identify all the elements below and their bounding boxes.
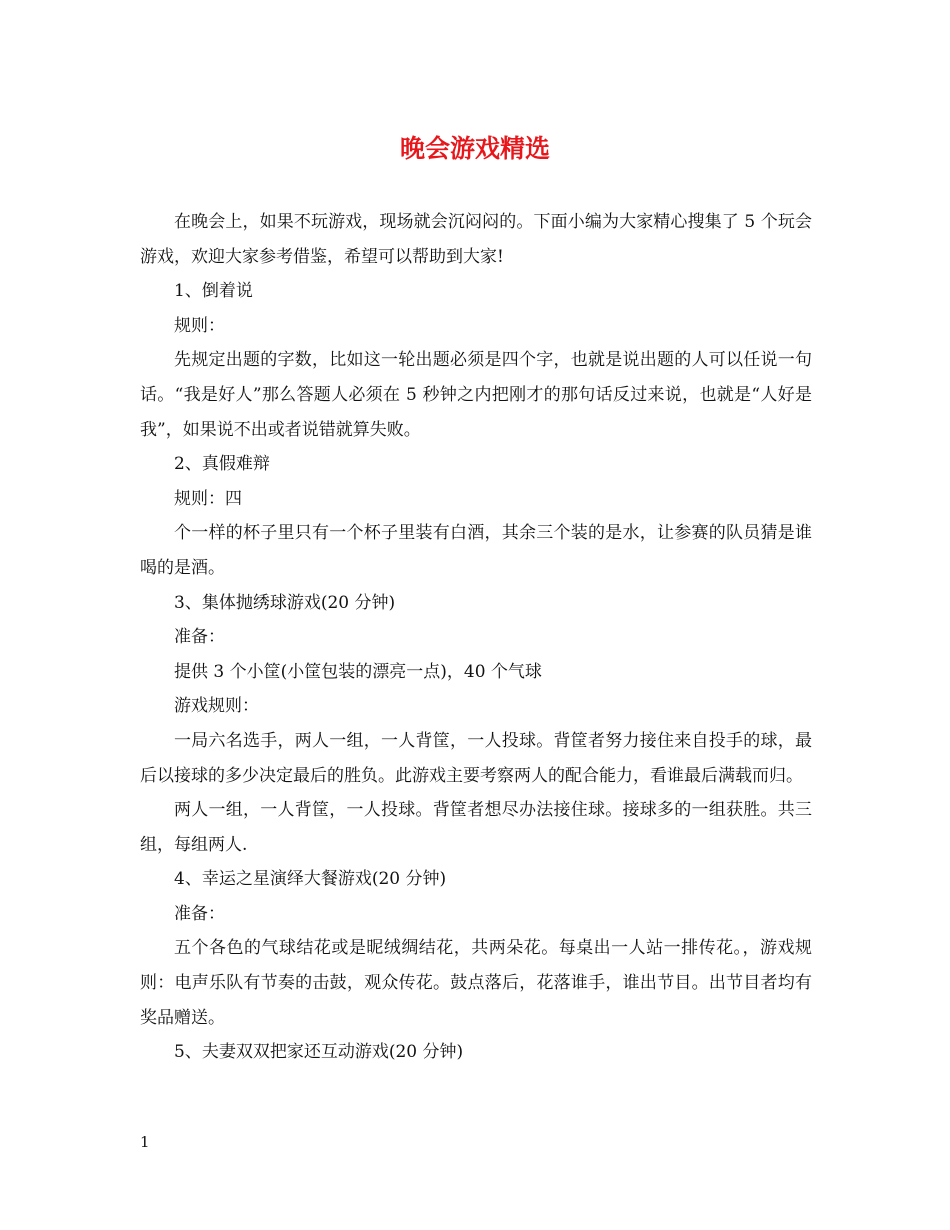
label-preparation: 准备： — [174, 627, 225, 648]
heading-game-4: 4、幸运之星演绎大餐游戏(20 分钟) — [174, 869, 447, 890]
paragraph-intro: 在晚会上，如果不玩游戏，现场就会沉闷闷的。下面小编为大家精心搜集了 5 个玩会游戏，欢迎大家参考借鉴，希望可以帮助到大家! — [140, 212, 812, 267]
paragraph-game-1-rules: 先规定出题的字数，比如这一轮出题必须是四个字，也就是说出题的人可以任说一句话。“我是好人”那么答题人必须在 5 秒钟之内把刚才的那句话反过来说，也就是“人好是我”，如果说不出或者说错就算失败。 — [140, 350, 812, 440]
label-preparation: 准备： — [174, 903, 225, 924]
paragraph-game-3-rules: 一局六名选手，两人一组，一人背筐，一人投球。背筐者努力接住来自投手的球，最后以接球的多少决定最后的胜负。此游戏主要考察两人的配合能力，看谁最后满载而归。 — [140, 730, 812, 786]
page-number: 1 — [140, 1133, 150, 1151]
heading-game-3: 3、集体抛绣球游戏(20 分钟) — [174, 592, 396, 613]
heading-game-1: 1、倒着说 — [174, 281, 253, 302]
paragraph-game-2-rules: 个一样的杯子里只有一个杯子里装有白酒，其余三个装的是水，让参赛的队员猜是谁喝的是酒。 — [140, 523, 812, 578]
paragraph-game-4-details: 五个各色的气球结花或是昵绒绸结花，共两朵花。每桌出一人站一排传花。，游戏规则：电声乐队有节奏的击鼓，观众传花。鼓点落后，花落谁手，谁出节目。出节目者均有奖品赠送。 — [140, 938, 812, 1028]
paragraph-game-3-summary: 两人一组，一人背筐，一人投球。背筐者想尽办法接住球。接球多的一组获胜。共三组，每组两人. — [140, 800, 812, 855]
page-title: 晚会游戏精选 — [399, 134, 550, 163]
label-rules: 规则：四 — [174, 488, 242, 509]
document-body — [140, 205, 812, 1070]
paragraph-game-3-preparation: 提供 3 个小筐(小筐包装的漂亮一点)，40 个气球 — [174, 661, 542, 682]
heading-game-5: 5、夫妻双双把家还互动游戏(20 分钟) — [174, 1042, 464, 1063]
label-rules: 规则： — [174, 315, 225, 336]
heading-game-2: 2、真假难辩 — [174, 454, 270, 475]
label-game-rules: 游戏规则： — [174, 696, 259, 717]
